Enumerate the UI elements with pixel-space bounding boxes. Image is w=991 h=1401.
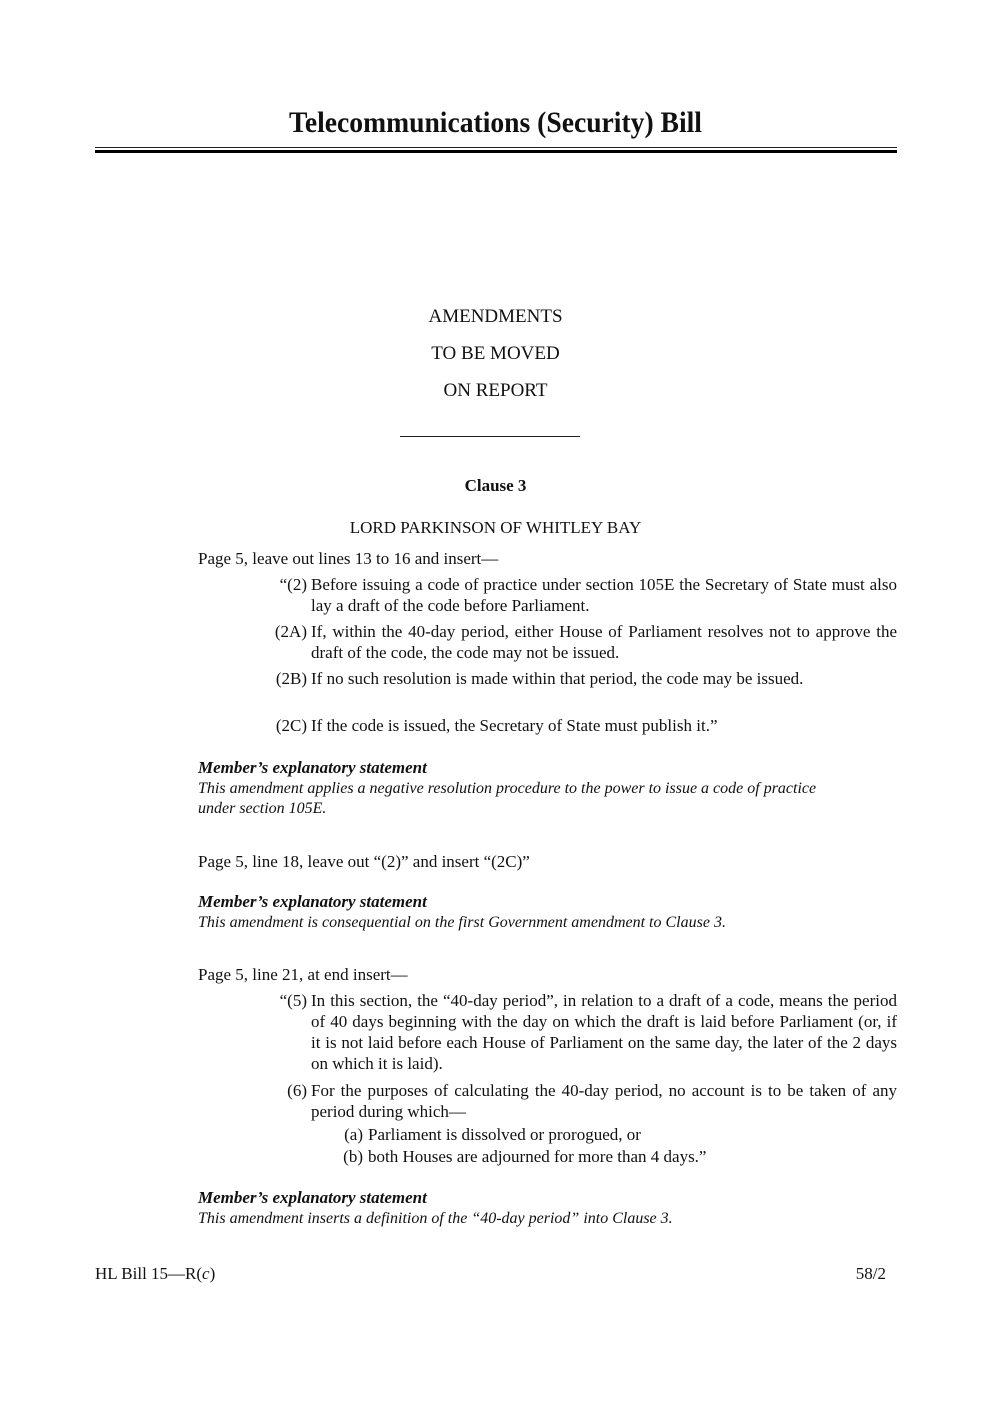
- section-divider: [400, 436, 580, 437]
- amendment-3-subsection-6: [287, 1080, 897, 1122]
- subsection-text: If the code is issued, the Secretary of State must publish it.”: [311, 716, 718, 735]
- amendment-2-statement: This amendment is consequential on the first Government amendment to Clause 3.: [198, 914, 726, 931]
- heading-line-1: AMENDMENTS: [428, 306, 563, 327]
- amendment-3-paragraph-a: [344, 1124, 897, 1145]
- subsection-text: Before issuing a code of practice under section 105E the Secretary of State must also lay a draft of the code before Parliament.: [311, 575, 897, 615]
- clause-heading: Clause 3: [464, 476, 527, 495]
- bill-title: Telecommunications (Security) Bill: [289, 106, 702, 139]
- amendment-1-statement-heading: Member’s explanatory statement: [198, 758, 427, 777]
- subsection-number: “(2): [279, 575, 307, 594]
- title-rule-thin: [95, 147, 897, 148]
- footer-page-reference: 58/2: [855, 1264, 886, 1283]
- amendment-1-subsection-2c: [275, 715, 897, 736]
- amendment-1-subsection-2: [279, 574, 897, 616]
- amendment-3-instruction: Page 5, line 21, at end insert—: [198, 965, 408, 984]
- amendment-2-statement-heading: Member’s explanatory statement: [198, 892, 427, 911]
- amendment-1-instruction: Page 5, leave out lines 13 to 16 and insert—: [198, 549, 499, 568]
- amendment-3-statement: This amendment inserts a definition of the “40-day period” into Clause 3.: [198, 1210, 673, 1227]
- amendment-1-subsection-2b: [275, 668, 897, 689]
- footer-bill-prefix: HL Bill 15—R(: [95, 1264, 203, 1283]
- subsection-text: For the purposes of calculating the 40-day period, no account is to be taken of any period during which—: [311, 1081, 897, 1121]
- subsection-number: (2A): [274, 622, 307, 641]
- subsection-text: If no such resolution is made within that period, the code may be issued.: [311, 669, 804, 688]
- amendment-3-subsection-5: [279, 990, 897, 1074]
- paragraph-number: (a): [344, 1125, 363, 1144]
- subsection-number: (6): [287, 1081, 307, 1100]
- amendment-1-subsection-2a: [274, 621, 897, 663]
- heading-line-3: ON REPORT: [443, 380, 548, 401]
- amendment-1-statement: This amendment applies a negative resolution procedure to the power to issue a code of practice under section 105E.: [198, 780, 817, 817]
- footer-bill-close: ): [209, 1264, 216, 1283]
- title-rule-thick: [95, 150, 897, 153]
- subsection-text: If, within the 40-day period, either House of Parliament resolves not to approve the draft of the code, the code may not be issued.: [311, 622, 897, 662]
- subsection-number: “(5): [279, 991, 307, 1010]
- footer-bill-reference: [95, 1264, 215, 1284]
- subsection-text: In this section, the “40-day period”, in relation to a draft of a code, means the period of 40 days beginning with the day on which the draft is laid before Parliament (or, if it is not laid before each House of Parliament on the same day, the later of the 2 days on which it is laid).: [311, 991, 897, 1073]
- amendment-3-statement-heading: Member’s explanatory statement: [198, 1188, 427, 1207]
- paragraph-text: Parliament is dissolved or prorogued, or: [368, 1125, 641, 1144]
- heading-line-2: TO BE MOVED: [431, 343, 560, 364]
- amendment-3-paragraph-b: [343, 1146, 897, 1167]
- subsection-number: (2B): [275, 669, 307, 688]
- paragraph-number: (b): [343, 1147, 363, 1166]
- footer-bill-suffix-italic: c: [202, 1264, 210, 1283]
- subsection-number: (2C): [275, 716, 307, 735]
- amendment-2-instruction: Page 5, line 18, leave out “(2)” and insert “(2C)”: [198, 852, 530, 871]
- member-name: LORD PARKINSON OF WHITLEY BAY: [349, 518, 642, 537]
- paragraph-text: both Houses are adjourned for more than 4 days.”: [368, 1147, 707, 1166]
